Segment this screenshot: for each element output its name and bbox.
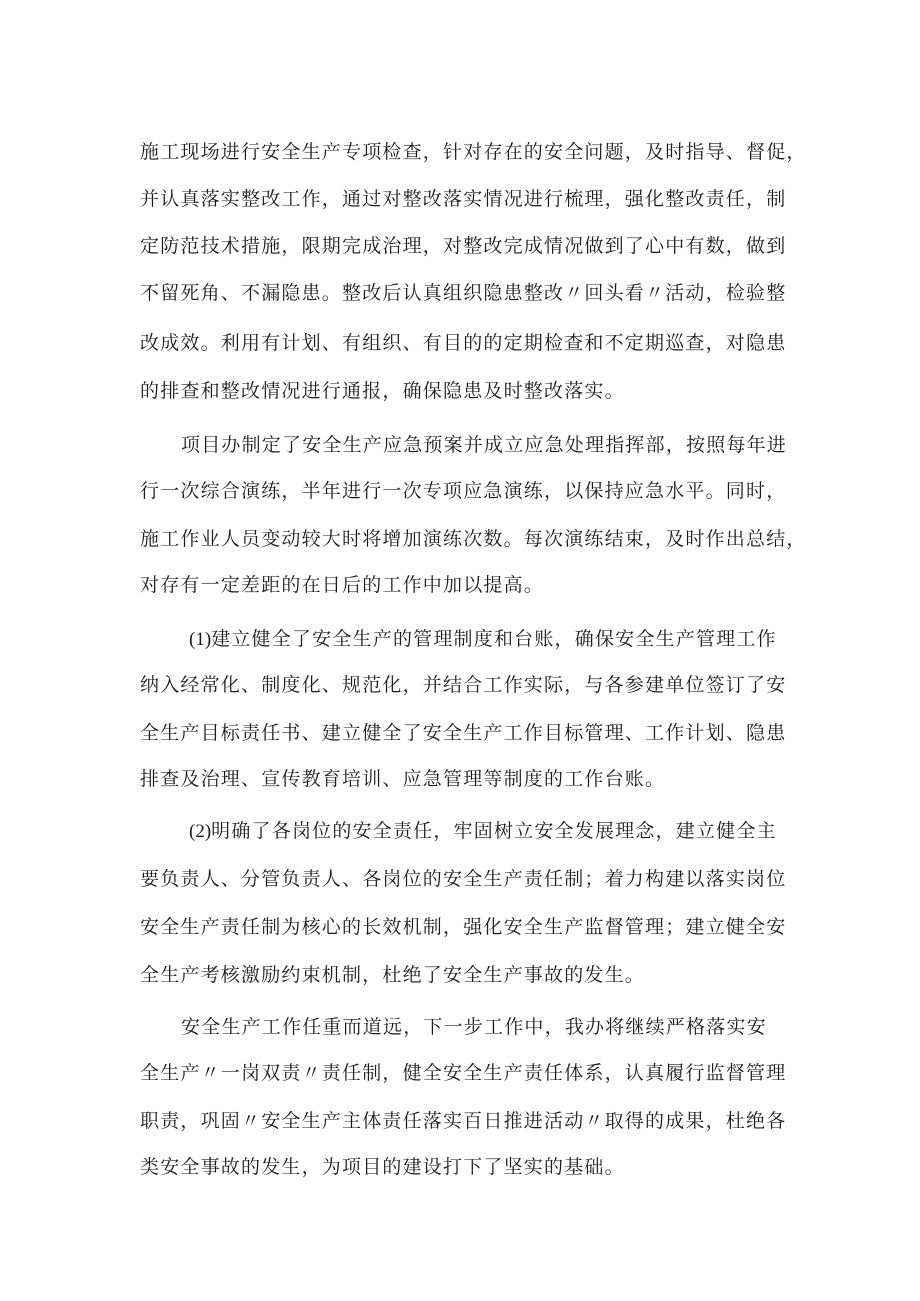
text-line (189, 814, 777, 848)
text-line: 安全生产责任制为核心的长效机制，强化安全生产监督管理；建立健全安 (140, 916, 787, 938)
item-number: (2) (189, 821, 212, 842)
text-line (189, 622, 777, 656)
text-line: 行一次综合演练，半年进行一次专项应急演练，以保持应急水平。同时， (140, 480, 787, 502)
text-line: 类安全事故的发生，为项目的建设打下了坚实的基础。 (140, 1156, 625, 1178)
text-line: 并认真落实整改工作，通过对整改落实情况进行梳理，强化整改责任，制 (140, 188, 787, 210)
text-line: 施工现场进行安全生产专项检查，针对存在的安全问题，及时指导、督促， (140, 141, 807, 163)
text-line: 不留死角、不漏隐患。整改后认真组织隐患整改〃回头看〃活动，检验整 (140, 282, 787, 304)
text-line: 的排查和整改情况进行通报，确保隐患及时整改落实。 (140, 380, 625, 402)
item-number: (1) (189, 629, 212, 650)
text-line: 安全生产工作任重而道远，下一步工作中，我办将继续严格落实安 (181, 1016, 767, 1038)
text-line: 项目办制定了安全生产应急预案并成立应急处理指挥部，按照每年进 (181, 434, 788, 456)
text-line: 改成效。利用有计划、有组织、有目的的定期检查和不定期巡查，对隐患 (140, 332, 787, 354)
text-line: 职责，巩固〃安全生产主体责任落实百日推进活动〃取得的成果，杜绝各 (140, 1110, 787, 1132)
text-line: 施工作业人员变动较大时将增加演练次数。每次演练结束，及时作出总结， (140, 528, 807, 550)
text-line: 全生产目标责任书、建立健全了安全生产工作目标管理、工作计划、隐患 (140, 722, 787, 744)
text-line: 纳入经常化、制度化、规范化，并结合工作实际，与各参建单位签订了安 (140, 674, 787, 696)
item-text: 明确了各岗位的安全责任，牢固树立安全发展理念，建立健全主 (211, 820, 777, 842)
text-line: 定防范技术措施，限期完成治理，对整改完成情况做到了心中有数，做到 (140, 235, 787, 257)
text-line: 排查及治理、宣传教育培训、应急管理等制度的工作台账。 (140, 768, 666, 790)
text-line: 全生产考核激励约束机制，杜绝了安全生产事故的发生。 (140, 964, 646, 986)
text-line: 全生产〃一岗双责〃责任制，健全安全生产责任体系，认真履行监督管理 (140, 1062, 787, 1084)
text-line: 要负责人、分管负责人、各岗位的安全生产责任制；着力构建以落实岗位 (140, 868, 787, 890)
text-line: 对存有一定差距的在日后的工作中加以提高。 (140, 574, 545, 596)
item-text: 建立健全了安全生产的管理制度和台账，确保安全生产管理工作 (211, 628, 777, 650)
